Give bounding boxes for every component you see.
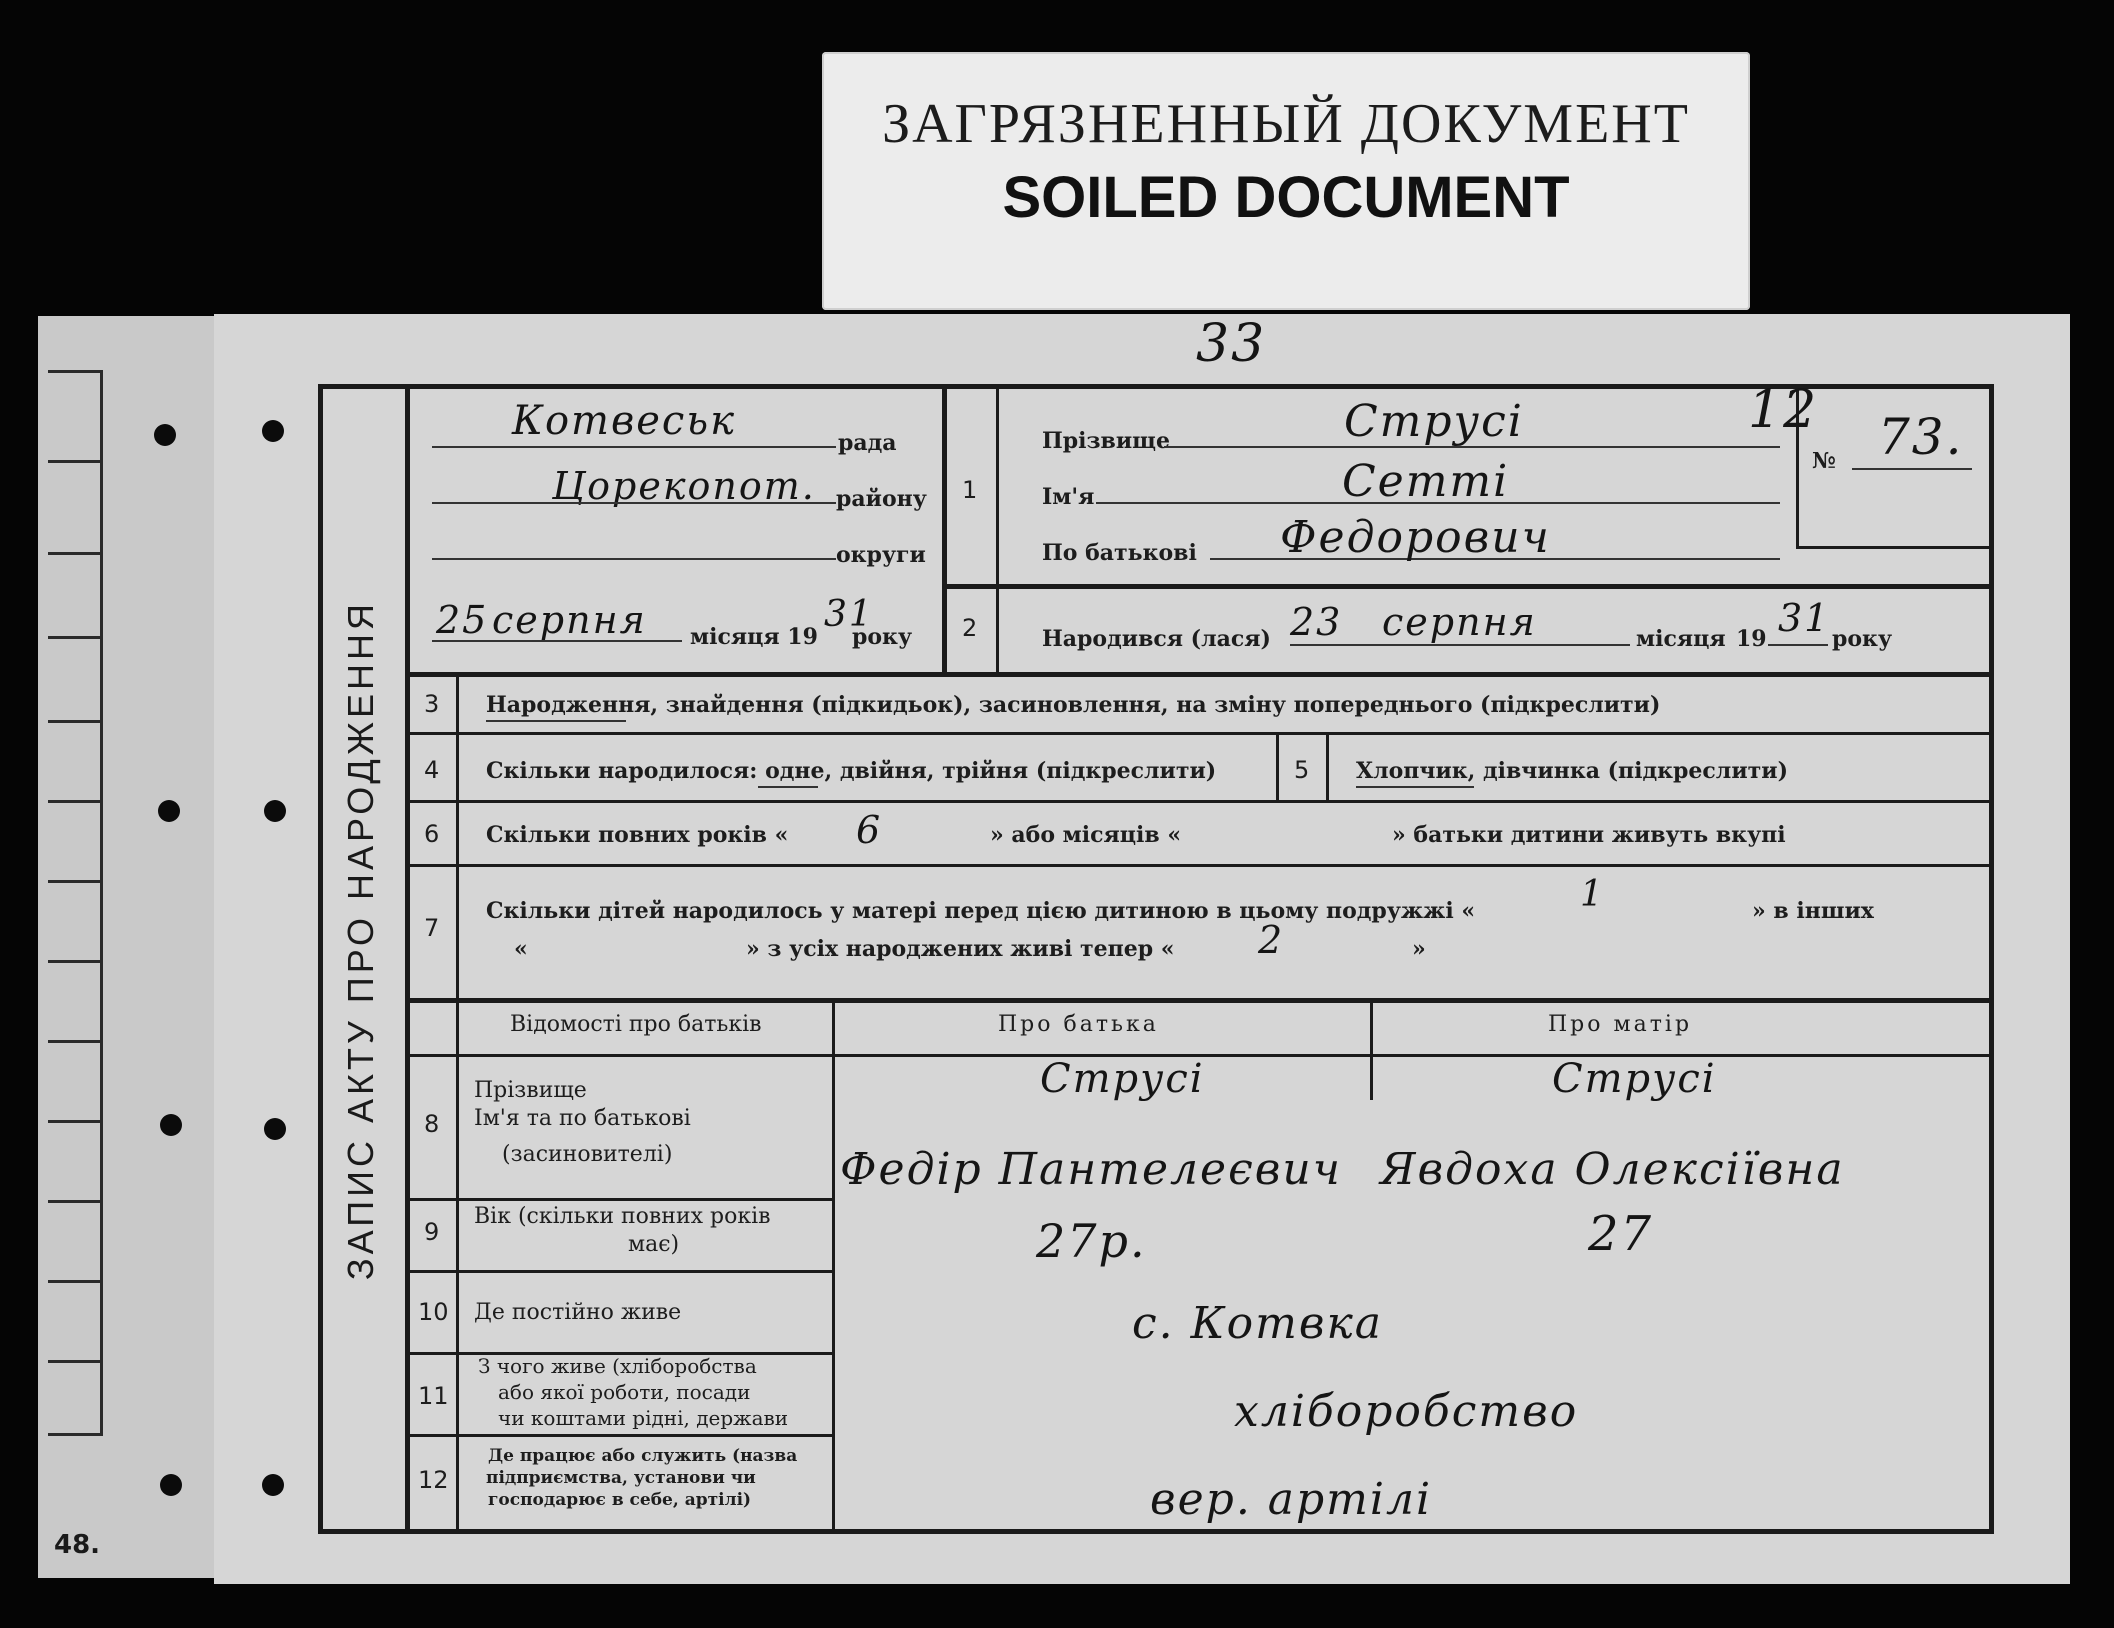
birth-count-selected-underline bbox=[758, 786, 818, 788]
row-5-number: 5 bbox=[1294, 756, 1310, 784]
left-ruled-line bbox=[48, 1120, 100, 1123]
punch-hole bbox=[262, 1474, 284, 1496]
children-text-line1: Скільки дітей народилось у матері перед цією дитиною в цьому подружжі « bbox=[486, 898, 1476, 924]
row-4-divider bbox=[407, 800, 1992, 803]
row-4-number: 4 bbox=[424, 756, 440, 784]
birth-month: серпня bbox=[1382, 600, 1537, 644]
row-7-divider bbox=[407, 998, 1992, 1003]
parent-surname-label: Прізвище bbox=[474, 1078, 587, 1103]
record-number-value: 73. bbox=[1878, 408, 1964, 466]
cohabitation-years: 6 bbox=[856, 808, 883, 852]
left-ruled-line bbox=[48, 552, 100, 555]
row-2-number: 2 bbox=[962, 614, 978, 642]
surname-label: Прізвище bbox=[1042, 428, 1170, 454]
birth-year-underline bbox=[1768, 644, 1828, 646]
record-number-prefix: 12 bbox=[1748, 380, 1819, 440]
birth-day: 23 bbox=[1290, 600, 1343, 644]
father-surname: Струсі bbox=[1040, 1056, 1205, 1102]
rada-label: рада bbox=[838, 430, 897, 456]
page-annotation: 33 bbox=[1196, 314, 1267, 374]
birth-count-text: Скільки народилося: одне, двійня, трійня (підкреслити) bbox=[486, 758, 1217, 784]
birth-month-label: місяця bbox=[1636, 626, 1726, 652]
mother-surname: Струсі bbox=[1552, 1056, 1717, 1102]
punch-hole bbox=[154, 424, 176, 446]
occupation-value: хліборобство bbox=[1234, 1386, 1579, 1437]
residence-label: Де постійно живе bbox=[474, 1300, 682, 1325]
punch-hole bbox=[262, 420, 284, 442]
row-3-number: 3 bbox=[424, 690, 440, 718]
parents-info-header: Відомості про батьків bbox=[510, 1012, 762, 1037]
left-ruled-line bbox=[48, 460, 100, 463]
row-6-divider bbox=[407, 864, 1992, 867]
birth-type-text: Народження, знайдення (підкидьок), засиновлення, на зміну попереднього (підкреслити) bbox=[486, 692, 1661, 718]
punch-hole bbox=[264, 1118, 286, 1140]
row-3-divider bbox=[407, 732, 1992, 735]
row-9-divider bbox=[407, 1270, 832, 1273]
row-9-number: 9 bbox=[424, 1218, 440, 1246]
left-ruled-line bbox=[48, 800, 100, 803]
label-english: SOILED DOCUMENT bbox=[1002, 165, 1570, 230]
father-mother-divider bbox=[1370, 1000, 1373, 1100]
children-alive: 2 bbox=[1258, 918, 1285, 962]
left-ruled-line bbox=[48, 1040, 100, 1043]
row-8-number: 8 bbox=[424, 1110, 440, 1138]
left-ruled-line bbox=[48, 880, 100, 883]
punch-hole bbox=[158, 800, 180, 822]
row-8-divider bbox=[407, 1198, 832, 1201]
residence-value: с. Котвка bbox=[1132, 1298, 1383, 1349]
patronymic-label: По батькові bbox=[1042, 540, 1197, 566]
father-age: 27р. bbox=[1036, 1214, 1147, 1268]
soiled-document-label bbox=[822, 52, 1750, 310]
birth-type-selected-underline bbox=[486, 720, 626, 722]
left-page-number: 48. bbox=[54, 1530, 101, 1560]
rayon-label: району bbox=[836, 486, 927, 512]
row-1-number: 1 bbox=[962, 476, 978, 504]
registration-year-suffix: 31 bbox=[824, 594, 874, 635]
parent-name-label: Ім'я та по батькові bbox=[474, 1106, 691, 1131]
info-father-divider bbox=[832, 1000, 835, 1530]
workplace-label-2: підприємства, установи чи bbox=[486, 1468, 756, 1488]
occupation-label-2: або якої роботи, посади bbox=[498, 1380, 751, 1404]
row-11-number: 11 bbox=[418, 1382, 449, 1410]
rayon-value: Цорекопот. bbox=[552, 464, 816, 508]
left-ruled-line bbox=[48, 1200, 100, 1203]
occupation-label-3: чи коштами рідні, держави bbox=[498, 1406, 789, 1430]
sex-selected-underline bbox=[1356, 786, 1474, 788]
registration-month: серпня bbox=[492, 598, 647, 642]
birth-date-underline bbox=[1290, 644, 1630, 646]
row-5-num-divider bbox=[1326, 734, 1329, 800]
cohabitation-text-c: » батьки дитини живуть вкупі bbox=[1392, 822, 1786, 848]
mother-header: Про матір bbox=[1548, 1012, 1693, 1037]
row-11-divider bbox=[407, 1434, 832, 1437]
cohabitation-text-b: » або місяців « bbox=[990, 822, 1182, 848]
left-ruled-line bbox=[48, 1360, 100, 1363]
birth-year-label: року bbox=[1832, 626, 1893, 652]
children-this-marriage: 1 bbox=[1580, 874, 1605, 915]
cohabitation-text-a: Скільки повних років « bbox=[486, 822, 789, 848]
vertical-title: ЗАПИС АКТУ ПРО НАРОДЖЕННЯ bbox=[340, 599, 381, 1281]
left-ruled-line bbox=[48, 636, 100, 639]
row-12-number: 12 bbox=[418, 1466, 449, 1494]
age-label-1: Вік (скільки повних років bbox=[474, 1204, 771, 1229]
record-number-box-bottom bbox=[1796, 546, 1992, 549]
okrug-label: округи bbox=[836, 542, 926, 568]
record-number-label: № bbox=[1812, 448, 1836, 474]
sex-text: Хлопчик, дівчинка (підкреслити) bbox=[1356, 758, 1788, 784]
registration-month-label: місяця 19 bbox=[690, 624, 818, 650]
punch-hole bbox=[160, 1114, 182, 1136]
registration-year-label: року bbox=[852, 624, 913, 650]
registration-date-underline bbox=[432, 640, 682, 642]
child-surname: Струсі bbox=[1344, 396, 1524, 447]
birth-year-prefix: 19 bbox=[1736, 626, 1767, 652]
workplace-label-3: господарює в себе, артілі) bbox=[488, 1490, 752, 1510]
father-full-name: Федір Пантелеєвич bbox=[840, 1144, 1343, 1195]
row-10-number: 10 bbox=[418, 1298, 449, 1326]
child-patronymic: Федорович bbox=[1280, 512, 1551, 563]
row-4-5-divider bbox=[1276, 734, 1279, 800]
rada-value: Котвеськ bbox=[512, 398, 736, 444]
left-ruled-line bbox=[48, 1280, 100, 1283]
father-header: Про батька bbox=[998, 1012, 1159, 1037]
title-column-divider bbox=[405, 386, 410, 1532]
record-number-underline bbox=[1852, 468, 1972, 470]
left-ruled-line bbox=[48, 720, 100, 723]
children-text-line2-c: » bbox=[1412, 936, 1426, 962]
row-6-number: 6 bbox=[424, 820, 440, 848]
rada-underline bbox=[432, 446, 836, 448]
occupation-label-1: З чого живе (хліборобства bbox=[478, 1354, 757, 1378]
mother-full-name: Явдоха Олексіївна bbox=[1380, 1144, 1845, 1195]
parent-adoptive-label: (засиновителі) bbox=[502, 1142, 673, 1167]
registration-day: 25 bbox=[436, 598, 489, 642]
left-ruled-line bbox=[48, 960, 100, 963]
workplace-value: вер. артілі bbox=[1150, 1474, 1433, 1525]
child-name: Сетті bbox=[1342, 456, 1510, 507]
mother-age: 27 bbox=[1588, 1206, 1654, 1262]
workplace-label-1: Де працює або служить (назва bbox=[488, 1446, 798, 1466]
label-russian: ЗАГРЯЗНЕННЫЙ ДОКУМЕНТ bbox=[882, 93, 1690, 155]
children-text-line2-b: » з усіх народжених живі тепер « bbox=[746, 936, 1175, 962]
birth-year-suffix: 31 bbox=[1778, 596, 1831, 640]
age-label-2: має) bbox=[628, 1232, 680, 1257]
rayon-underline bbox=[432, 502, 836, 504]
okrug-underline bbox=[432, 558, 836, 560]
name-label: Ім'я bbox=[1042, 484, 1095, 510]
header-bottom-divider bbox=[407, 672, 1992, 677]
punch-hole bbox=[264, 800, 286, 822]
children-text-line2-a: « bbox=[514, 936, 528, 962]
row-1-2-divider bbox=[944, 584, 1992, 589]
children-text-line1-end: » в інших bbox=[1752, 898, 1874, 924]
row-number-divider bbox=[996, 386, 999, 674]
punch-hole bbox=[160, 1474, 182, 1496]
row-7-number: 7 bbox=[424, 914, 440, 942]
left-page-ruled-box bbox=[48, 370, 103, 1436]
header-divider bbox=[942, 386, 947, 674]
born-label: Народився (лася) bbox=[1042, 626, 1271, 652]
